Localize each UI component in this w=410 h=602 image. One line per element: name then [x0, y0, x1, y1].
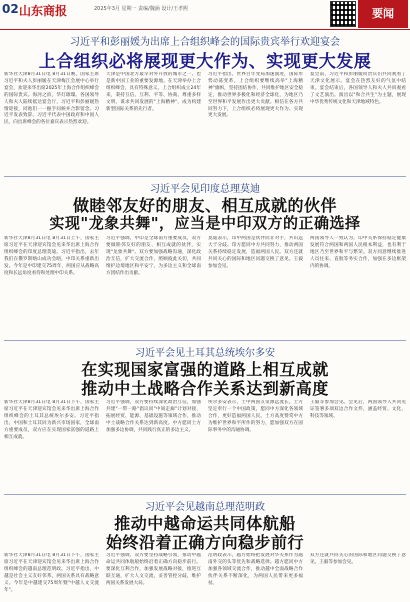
article-1-kicker: 习近平和彭丽媛为出席上合组织峰会的国际贵宾举行欢迎宴会 [70, 37, 340, 48]
article-3-col-2: 习近平强调，双方要持续深化政治互信，加强共建"一带一路"倡议同"中间走廊"计划对接，拓展经贸、能源、基础设施等领域合作，推动中土战略合作关系达到新高度。中方愿同土方加强多边协调，共同践行真正的多边主义。 [106, 400, 201, 433]
divider [4, 494, 406, 495]
article-3-col-1: 新华社天津8月31日电 8月31日下午，国家主席习近平在天津迎宾馆会见来华出席上海合作组织峰会的土耳其总统埃尔多安。习近平指出，中国和土耳其同为新兴市场国家，全球南方重要成员，双方应在实现国家富强的道路上相互成就。 [4, 400, 99, 440]
article-2-col-3: 莫迪表示，印中两国是伙伴而非对手，共识远大于分歧。印方愿同中方共同努力，推动两国关系持续稳定发展，造福两国人民。双方还就共同关心的国际和地区问题交换了意见。王毅参加会见。 [208, 236, 303, 269]
article-2-col-2: 习近平强调，中印是全球南方重要成员，双方要做睦邻友好的朋友、相互成就的伙伴，实现"龙象共舞"。双方要加强战略沟通，深化政治互信，扩大交流合作，照顾彼此关切，共同维护边境地区和平安宁，为多边主义和全球南方团结作出贡献。 [106, 236, 201, 276]
divider [4, 176, 406, 177]
paper-name: 山东商报 [19, 4, 68, 18]
qr-code-icon [330, 1, 356, 27]
masthead-rule [0, 29, 410, 30]
article-3-headline-2: 推动中土战略合作关系达到新高度 [81, 379, 329, 398]
article-2-headline-1: 做睦邻友好的朋友、相互成就的伙伴 [72, 196, 337, 215]
article-1-col-4: 宴会前，习近平和彭丽媛同贵宾们共同观看了天津文化展示。宴会在热烈友好的气氛中结束。宴会结束后，各国领导人和夫人共同观看了文艺演出。演出以"和合共生"为主题，展现中华优秀传统文化和天津地域特色。 [310, 72, 406, 105]
article-2-headline-2: 实现"龙象共舞"，应当是中印双方的正确选择 [49, 214, 361, 232]
divider [4, 340, 406, 341]
article-3-kicker: 习近平会见土耳其总统埃尔多安 [135, 348, 275, 359]
article-4-headline-2: 始终沿着正确方向稳步前行 [105, 533, 304, 552]
article-4-col-1: 新华社天津8月31日电 8月31日下午，国家主席习近平在天津迎宾馆会见来华出席上海合作组织峰会的越南总理范明政。习近平指出，中越是社会主义友好邻邦，两国关系具有战略意义。今年是中越建交75周年暨"中越人文交流年"。 [4, 553, 99, 593]
article-4-col-4: 双方还就共同关心的国际和地区问题交换了意见。王毅等参加会见。 [310, 553, 406, 565]
article-1-col-3: 习近平指出，世界百年变局加速演进，国际形势动荡变革。上合组织要继续高举"上海精神"旗帜，坚持团结协作，共同维护地区安全稳定，推动世界多极化和经济全球化，为地区乃至世界和平发展作出更大贡献。相信在各方共同努力下，上合组织必将展现更大作为、实现更大发展。 [208, 72, 303, 119]
article-1-col-1: 新华社天津8月31日电 8月31日晚，国家主席习近平和夫人彭丽媛在天津梅江会展中心举行宴会，欢迎来华出席2025年上海合作组织峰会的国际贵宾。海河之滨，华灯璀璨。各国领导人和夫人陆续抵达宴会厅，习近平和彭丽媛热情迎接，同他们一一握手问候并合影留念。习近平发表致辞。习近平代表中国政府和中国人民，向出席峰会的各位嘉宾表示热烈欢迎。 [4, 72, 99, 126]
edition-meta: 2025年3月 星期一 责编/魏涵 设计/王孝熙 [94, 6, 189, 12]
article-2-col-1: 新华社天津8月31日电 8月31日上午，国家主席习近平在天津迎宾馆会见来华出席上海合作组织峰会的印度总理莫迪。习近平指出，去年我们在俄罗斯喀山成功会晤，中印关系重新出发。今年是中印建交75周年，两国应从战略高度和长远角度看待和处理中印关系。 [4, 236, 99, 276]
article-4-kicker: 习近平会见越南总理范明政 [145, 502, 265, 513]
article-4-headline-1: 推动中越命运共同体航船 [114, 514, 296, 533]
article-3-headline-1: 在实现国家富强的道路上相互成就 [81, 360, 329, 379]
article-3-col-3: 埃尔多安表示，土中两国友谊源远流长。土方坚定奉行一个中国政策，愿同中方深化各领域合作，更好造福两国人民。土方高度赞赏中方为维护世界和平所作的努力，愿加强双方在国际事务中的沟通协调。 [208, 400, 303, 433]
article-4-col-2: 习近平强调，双方要坚持战略引领，推动中越命运共同体航船始终沿着正确方向稳步前行。要深化互利合作，加强发展战略对接，推进互联互通，扩大人文交流，妥善管控分歧，维护两国关系发展大局。 [106, 553, 201, 586]
article-1-headline: 上合组织必将展现更大作为、实现更大发展 [38, 52, 372, 72]
article-1-col-2: 天津是中国北方最早对外开放的城市之一，也是新中国工业的重要发源地。在天津举办上合组织峰会，具有特殊意义。上合组织成立24年来，秉持互信、互利、平等、协商、尊重多样文明、谋求共同发展的"上海精神"，成为构建新型国际关系的先行者。 [106, 72, 201, 112]
masthead [0, 0, 410, 30]
page-number: 02 [2, 2, 19, 16]
article-2-col-4: 两国领导人一致认为，印中关系保持稳定健康发展符合两国和两国人民根本利益，也有利于地区乃至世界和平与繁荣。双方同意继续推进人员往来、直航等务实合作，加强在多边框架内的协调。 [310, 236, 406, 269]
article-3-col-4: 王毅等参加会见。会见后，两国领导人共同见证签署多项双边合作文件，涵盖经贸、文化、科技等领域。 [310, 400, 406, 419]
article-2-kicker: 习近平会见印度总理莫迪 [150, 184, 260, 195]
article-4-col-3: 范明政表示，越方始终把发展对华关系作为越南外交的头等优先和战略选择。越方愿同中方加强各领域交流合作，推动越中全面战略合作伙伴关系不断深化，为两国人民带来更多福祉。 [208, 553, 303, 586]
section-label: 要闻 [358, 0, 408, 28]
